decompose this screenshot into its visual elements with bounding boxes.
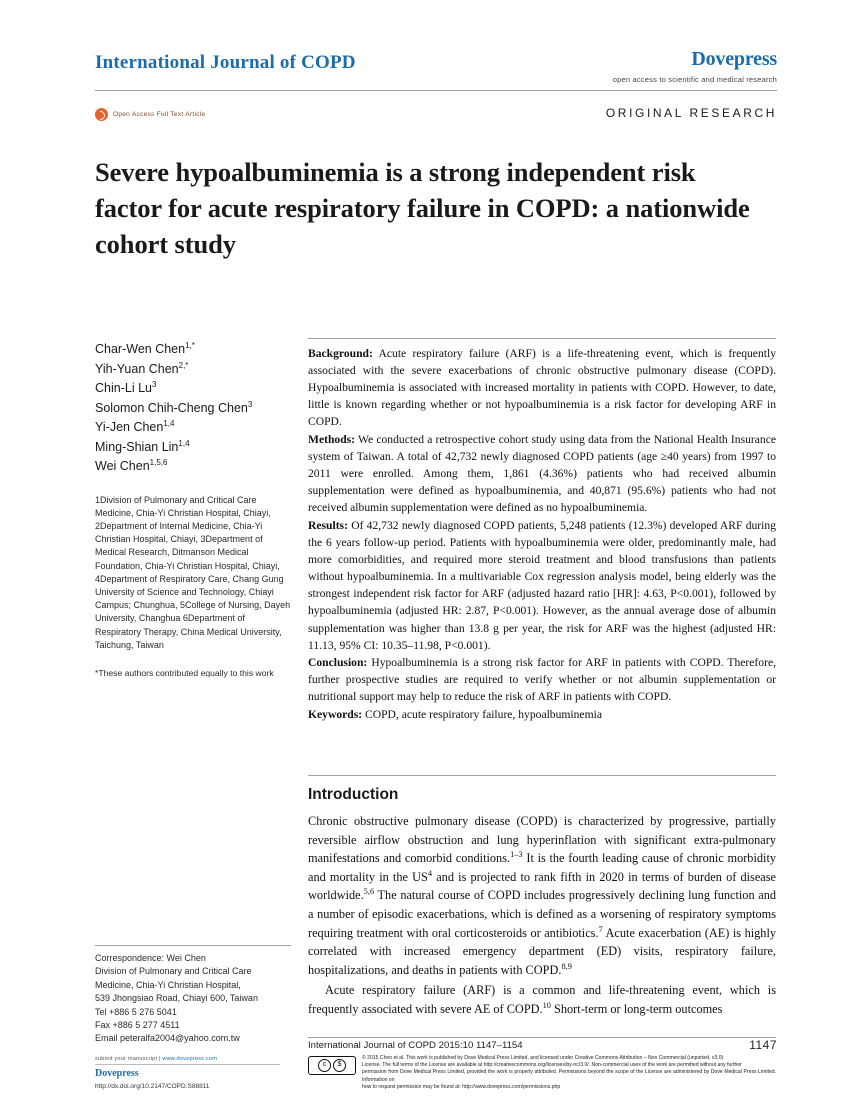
correspondence-line: Tel +886 5 276 5041 [95, 1006, 177, 1017]
submit-divider [95, 1064, 280, 1065]
abstract-results-text: Of 42,732 newly diagnosed COPD patients, 5,248 patients (12.3%) developed ARF during the 6 years follow-up period. Patients with hypoalbuminemia were older, predominantly male, had more comorbidities, and required more steroid treatment and blood transfusions than patients without hypoalbuminemia. In a multivariable Cox regression analysis model, being elderly was the strongest independent risk factor for ARF (adjusted hazard ratio [HR]: 4.63, P<0.001), followed by hypoalbuminemia (adjusted HR: 2.87, P<0.001). However, as the annual average dose of albumin supplementation was higher than 13.8 g per year, the risk for ARF was the highest (adjusted HR: 11.13, 95% CI: 10.35–11.98, P<0.001). [308, 518, 776, 652]
author-item: Yih-Yuan Chen$^{2,*}$ [95, 360, 189, 376]
section-heading-introduction: Introduction [308, 786, 399, 803]
license-line: License. The full terms of the License are available at http://creativecommons.org/licenses/by-nc/3.0/. Non-commercial uses of the work are permitted without any further [362, 1062, 742, 1069]
license-line: permission from Dove Medical Press Limited, provided the work is properly attributed. Permissions beyond the scope of the License are administered by Dove Medical Press Limited. Information on [362, 1069, 776, 1083]
license-block [308, 1055, 776, 1091]
author-list [95, 340, 291, 477]
equal-contribution-note: *These authors contributed equally to this work [95, 667, 274, 678]
publisher-logo: Dovepress [691, 48, 777, 70]
masthead [95, 48, 777, 84]
open-access-badge[interactable] [95, 108, 205, 121]
abstract-keywords [308, 706, 776, 723]
abstract-methods-label: Methods: [308, 432, 356, 446]
open-lock-icon [95, 108, 108, 121]
license-line: © 2015 Chen et al. This work is published by Dove Medical Press Limited, and licensed under Creative Commons Attribution – Non Commercial (unported, v3.0) [362, 1055, 724, 1061]
abstract-conclusion-label: Conclusion: [308, 656, 368, 670]
abstract-divider-top [308, 338, 776, 339]
citation-ref[interactable]: 8,9 [561, 961, 572, 971]
intro-text: Acute respiratory failure (ARF) is a common and life-threatening event, which is frequently associated with severe AE of COPD. [308, 983, 776, 1016]
correspondence-block [95, 952, 295, 1046]
abstract-divider-bottom [308, 775, 776, 776]
intro-text: It is the fourth leading cause of chronic morbidity and mortality in the US [308, 851, 777, 884]
author-item: Wei Chen$^{1,5,6}$ [95, 457, 168, 473]
dovepress-link[interactable]: www.dovepress.com [162, 1056, 218, 1062]
open-access-label: Open Access Full Text Article [113, 111, 206, 118]
correspondence-line: Correspondence: Wei Chen [95, 953, 206, 963]
author-item: Yi-Jen Chen$^{1,4}$ [95, 418, 175, 434]
page-title: Severe hypoalbuminemia is a strong independent risk factor for acute respiratory failure in COPD: a nationwide cohort study [95, 156, 750, 259]
citation-ref[interactable]: 1–3 [510, 850, 523, 860]
correspondence-line: Medicine, Chia-Yi Christian Hospital, [95, 979, 241, 990]
introduction-paragraph [308, 812, 776, 979]
license-text [362, 1055, 776, 1091]
publisher-block [613, 48, 777, 84]
correspondence-line: 539 Jhongsiao Road, Chiayi 600, Taiwan [95, 993, 258, 1004]
masthead-divider [95, 90, 777, 91]
abstract-conclusion-text: Hypoalbuminemia is a strong risk factor for ARF in patients with COPD. Therefore, further prospective studies are required to verify whether or not albumin supplementation or nutritional support may help to reduce the risk of ARF in patients with COPD. [308, 656, 776, 704]
publisher-tagline: open access to scientific and medical research [612, 75, 777, 84]
submit-manuscript-block [95, 1056, 285, 1090]
footer-publisher-logo: Dovepress [95, 1068, 139, 1079]
correspondence-line: Fax +886 5 277 4511 [95, 1020, 180, 1031]
author-item: Ming-Shian Lin$^{1,4}$ [95, 438, 190, 454]
abstract-keywords-text: COPD, acute respiratory failure, hypoalbuminemia [362, 707, 602, 721]
left-column [95, 340, 291, 680]
citation-ref[interactable]: 7 [598, 924, 603, 934]
abstract-conclusion [308, 654, 776, 705]
abstract-background [308, 345, 776, 430]
introduction-body [308, 812, 776, 1019]
doi-link[interactable]: http://dx.doi.org/10.2147/COPD.S88811 [95, 1083, 210, 1090]
intro-text: and is projected to rank fifth in 2020 in terms of burden of disease worldwide. [308, 869, 776, 903]
footer-citation: International Journal of COPD 2015:10 1147–1154 [308, 1040, 523, 1051]
license-line: how to request permission may be found at: http://www.dovepress.com/permissions.php [362, 1083, 561, 1090]
cc-circle-icon: c [318, 1059, 331, 1072]
submit-label: submit your manuscript | [95, 1056, 163, 1062]
intro-text: Acute exacerbation (AE) is highly correlated with increased emergency department (ED) visits, respiratory failure, hospitalizations, and deaths in patients with COPD. [308, 925, 777, 977]
article-type-label: ORIGINAL RESEARCH [605, 106, 777, 120]
author-item: Char-Wen Chen$^{1,*}$ [95, 340, 195, 356]
abstract-background-label: Background: [308, 347, 373, 360]
abstract [308, 345, 776, 724]
abstract-results [308, 517, 776, 654]
abstract-results-label: Results: [308, 518, 348, 532]
introduction-paragraph [308, 981, 776, 1018]
correspondence-divider [95, 945, 291, 946]
abstract-methods-text: We conducted a retrospective cohort study using data from the National Health Insurance system of Taiwan. A total of 42,732 newly diagnosed COPD patients (age ≥40 years) from 1997 to 2011 were enrolled. Among them, 1,861 (4.36%) patients who had received albumin supplementation were defined as hypoalbuminemia, and 40,871 (95.6%) patients who had not received albumin supplementation were defined as no hypoalbuminemia. [308, 432, 776, 515]
cc-noncommercial-icon: $ [333, 1059, 346, 1072]
correspondence-line: Division of Pulmonary and Critical Care [95, 966, 252, 977]
submit-manuscript-line[interactable] [95, 1056, 285, 1062]
author-item: Chin-Li Lu$^3$ [95, 379, 157, 395]
journal-title: International Journal of COPD [95, 52, 356, 73]
citation-ref[interactable]: 4 [427, 868, 433, 878]
page-number: 1147 [749, 1038, 777, 1052]
creative-commons-icon[interactable] [308, 1056, 356, 1075]
affiliations: 1Division of Pulmonary and Critical Care Medicine, Chia-Yi Christian Hospital, Chiayi, 2Department of Internal Medicine, Chia-Yi Christian Hospital, Chiayi, 3Department of Medical Research, Ditmanson Medical Foundation, Chia-Yi Christian Hospital, Chiayi, 4Department of Respiratory Care, Chang Gung University of Science and Technology, Chiayi Campus; Chunghua, 5College of Nursing, Dayeh University, Changhua 6Department of Respiratory Therapy, China Medical University, Taichung, Taiwan [95, 494, 291, 650]
citation-ref[interactable]: 5,6 [363, 887, 375, 897]
citation-ref[interactable]: 10 [542, 1000, 551, 1010]
footer-divider [308, 1037, 776, 1038]
abstract-keywords-label: Keywords: [308, 707, 363, 721]
intro-text: The natural course of COPD includes progressively declining lung function and a number of episodic exacerbations, which is defined as a worsening of respiratory symptoms requiring treatment with oral corticosteroids or antibiotics. [308, 888, 776, 940]
correspondence-email[interactable]: Email peteralfa2004@yahoo.com.tw [95, 1033, 240, 1044]
abstract-methods [308, 431, 776, 516]
abstract-background-text: Acute respiratory failure (ARF) is a life-threatening event, which is frequently associated with the severe exacerbations of chronic obstructive pulmonary disease (COPD). Hypoalbuminemia is associated with increased mortality in patients with COPD. However, to date, little is known regarding whether or not hypoalbuminemia is a risk factor for developing ARF in COPD. [308, 347, 776, 429]
author-item: Solomon Chih-Cheng Chen$^3$ [95, 399, 253, 415]
intro-text: Short-term or long-term outcomes [550, 1001, 723, 1016]
intro-text: Chronic obstructive pulmonary disease (COPD) is characterized by progressive, partially reversible airflow obstruction and lung hyperinflation with significant extra-pulmonary manifestations and comorbid conditions. [308, 814, 776, 866]
